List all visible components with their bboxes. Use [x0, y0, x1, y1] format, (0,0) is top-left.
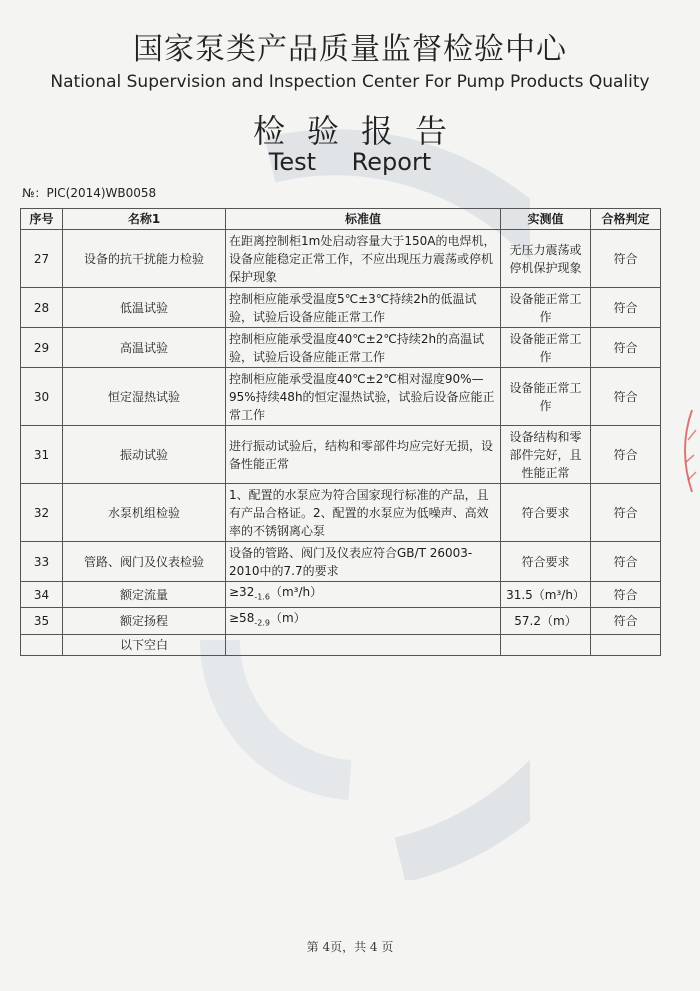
row-measured: 符合要求: [501, 542, 591, 582]
standard-tolerance: -1.6: [254, 592, 270, 602]
table-row: [21, 426, 661, 484]
row-measured: 无压力震荡或停机保护现象: [501, 230, 591, 288]
table-row: [21, 608, 661, 634]
row-name: 管路、阀门及仪表检验: [63, 542, 226, 582]
table-row: [21, 230, 661, 288]
header-standard: 标准值: [226, 209, 501, 230]
table-row: [21, 288, 661, 328]
seal-stamp-icon: [670, 400, 700, 500]
inspection-table: [20, 208, 661, 656]
table-row: [21, 328, 661, 368]
row-standard: 在距离控制柜1m处启动容量大于150A的电焊机，设备应能稳定正常工作，不应出现压力震荡或停机保护现象: [226, 230, 501, 288]
row-result: 符合: [591, 608, 661, 634]
table-row: [21, 368, 661, 426]
row-no: 30: [21, 368, 63, 426]
row-name: 恒定湿热试验: [63, 368, 226, 426]
row-standard: [226, 582, 501, 608]
row-name: 低温试验: [63, 288, 226, 328]
row-measured: 设备能正常工作: [501, 288, 591, 328]
row-no: 33: [21, 542, 63, 582]
center-title-chinese: 国家泵类产品质量监督检验中心: [133, 32, 567, 67]
table-header-row: [21, 209, 661, 230]
row-measured: 57.2（m）: [501, 608, 591, 634]
row-result: 符合: [591, 582, 661, 608]
standard-unit: （m³/h）: [269, 585, 323, 599]
row-no: 34: [21, 582, 63, 608]
row-result: 符合: [591, 368, 661, 426]
row-no: 32: [21, 484, 63, 542]
row-no: 29: [21, 328, 63, 368]
row-standard: 控制柜应能承受温度5℃±3℃持续2h的低温试验，试验后设备应能正常工作: [226, 288, 501, 328]
header-measured: 实测值: [501, 209, 591, 230]
row-name: 高温试验: [63, 328, 226, 368]
row-standard: 1、配置的水泵应为符合国家现行标准的产品，且有产品合格证。2、配置的水泵应为低噪声、高效率的不锈钢离心泵: [226, 484, 501, 542]
row-name: 振动试验: [63, 426, 226, 484]
row-name: 水泵机组检验: [63, 484, 226, 542]
row-standard: 进行振动试验后，结构和零部件均应完好无损，设备性能正常: [226, 426, 501, 484]
blank-row: [21, 634, 661, 655]
table-row: [21, 582, 661, 608]
page-number: 第 4页，共 4 页: [306, 940, 394, 954]
standard-value: ≥32: [229, 585, 255, 599]
report-title-chinese: 检验报告: [252, 112, 469, 150]
report-number: №：PIC(2014)WB0058: [22, 186, 157, 200]
row-measured: 符合要求: [501, 484, 591, 542]
header-result: 合格判定: [591, 209, 661, 230]
report-title-english: Test Report: [268, 148, 432, 176]
row-no: 31: [21, 426, 63, 484]
row-standard: 控制柜应能承受温度40℃±2℃相对湿度90%—95%持续48h的恒定湿热试验，试验后设备应能正常工作: [226, 368, 501, 426]
row-standard: [226, 608, 501, 634]
table-row: [21, 542, 661, 582]
row-measured: 设备结构和零部件完好，且性能正常: [501, 426, 591, 484]
row-result: 符合: [591, 426, 661, 484]
header-no: 序号: [21, 209, 63, 230]
row-result: 符合: [591, 230, 661, 288]
standard-tolerance: -2.9: [254, 618, 270, 628]
row-name: 额定流量: [63, 582, 226, 608]
row-standard: 控制柜应能承受温度40℃±2℃持续2h的高温试验，试验后设备应能正常工作: [226, 328, 501, 368]
blank-note: 以下空白: [63, 634, 226, 655]
row-standard: 设备的管路、阀门及仪表应符合GB/T 26003-2010中的7.7的要求: [226, 542, 501, 582]
row-result: 符合: [591, 484, 661, 542]
row-name: 额定扬程: [63, 608, 226, 634]
row-result: 符合: [591, 288, 661, 328]
row-name: 设备的抗干扰能力检验: [63, 230, 226, 288]
row-measured: 31.5（m³/h）: [501, 582, 591, 608]
standard-value: ≥58: [229, 611, 255, 626]
center-title-english: National Supervision and Inspection Center For Pump Products Quality: [50, 72, 650, 92]
table-row: [21, 484, 661, 542]
row-measured: 设备能正常工作: [501, 328, 591, 368]
row-result: 符合: [591, 542, 661, 582]
row-measured: 设备能正常工作: [501, 368, 591, 426]
header-name: 名称1: [63, 209, 226, 230]
row-result: 符合: [591, 328, 661, 368]
row-no: 28: [21, 288, 63, 328]
row-no: 35: [21, 608, 63, 634]
standard-unit: （m）: [269, 611, 306, 626]
row-no: 27: [21, 230, 63, 288]
